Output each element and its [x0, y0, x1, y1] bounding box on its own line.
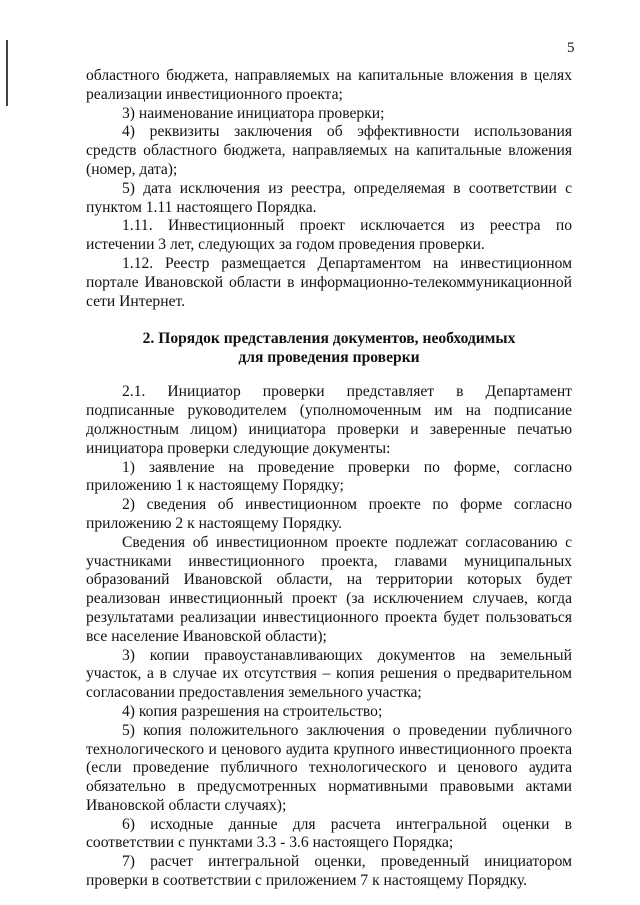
- paragraph-continuation: областного бюджета, направляемых на капитальные вложения в целях реализации инвестиционного проекта;: [86, 67, 572, 103]
- section-heading: [86, 329, 572, 367]
- document-item-1: 1) заявление на проведение проверки по форме, согласно приложению 1 к настоящему Порядку;: [86, 458, 572, 495]
- clause-2-1: 2.1. Инициатор проверки представляет в Департамент подписанные руководителем (уполномоченным им на подписание должностным лицом) инициатора проверки и заверенные печатью инициатора проверки следующие документы:: [86, 383, 572, 457]
- page-number: 5: [567, 40, 575, 56]
- section-heading-line-2: для проведения проверки: [238, 349, 420, 367]
- document-item-5: 5) копия положительного заключения о проведении публичного технологического и ценового аудита крупного инвестиционного проекта (если проведение публичного технологического и ценового аудита обязательно в предусмотренных нормативными правовыми актами Ивановской области случаях);: [86, 721, 572, 814]
- section-heading-line-1: 2. Порядок представления документов, необходимых: [142, 330, 516, 348]
- list-item-4: 4) реквизиты заключения об эффективности использования средств областного бюджета, направляемых на капитальные вложения (номер, дата);: [86, 123, 572, 178]
- scan-edge-mark: [6, 40, 8, 106]
- list-item-3: 3) наименование инициатора проверки;: [122, 104, 385, 122]
- document-body: [86, 67, 572, 891]
- document-item-3: 3) копии правоустанавливающих документов на земельный участок, а в случае их отсутствия – копия решения о предварительном согласовании предоставления земельного участка;: [86, 646, 572, 702]
- list-item-5: 5) дата исключения из реестра, определяемая в соответствии с пунктом 1.11 настоящего Порядка.: [86, 179, 572, 216]
- clause-1-12: 1.12. Реестр размещается Департаментом на инвестиционном портале Ивановской области в информационно-телекоммуникационной сети Интернет.: [86, 254, 572, 310]
- clause-1-11: 1.11. Инвестиционный проект исключается из реестра по истечении 3 лет, следующих за годом проведения проверки.: [86, 217, 572, 254]
- document-item-7: 7) расчет интегральной оценки, проведенный инициатором проверки в соответствии с приложением 7 к настоящему Порядку.: [86, 853, 572, 890]
- document-item-4: 4) копия разрешения на строительство;: [122, 702, 383, 720]
- approval-paragraph: Сведения об инвестиционном проекте подлежат согласованию с участниками инвестиционного проекта, главами муниципальных образований Ивановской области, на территории которых будет реализован инвестиционный проект (за исключением случаев, когда результатами реализации инвестиционного проекта будет пользоваться все население Ивановской области);: [86, 533, 572, 645]
- document-item-6: 6) исходные данные для расчета интегральной оценки в соответствии с пунктами 3.3 - 3.6 настоящего Порядка;: [86, 815, 572, 852]
- document-item-2: 2) сведения об инвестиционном проекте по форме согласно приложению 2 к настоящему Порядку.: [86, 496, 572, 532]
